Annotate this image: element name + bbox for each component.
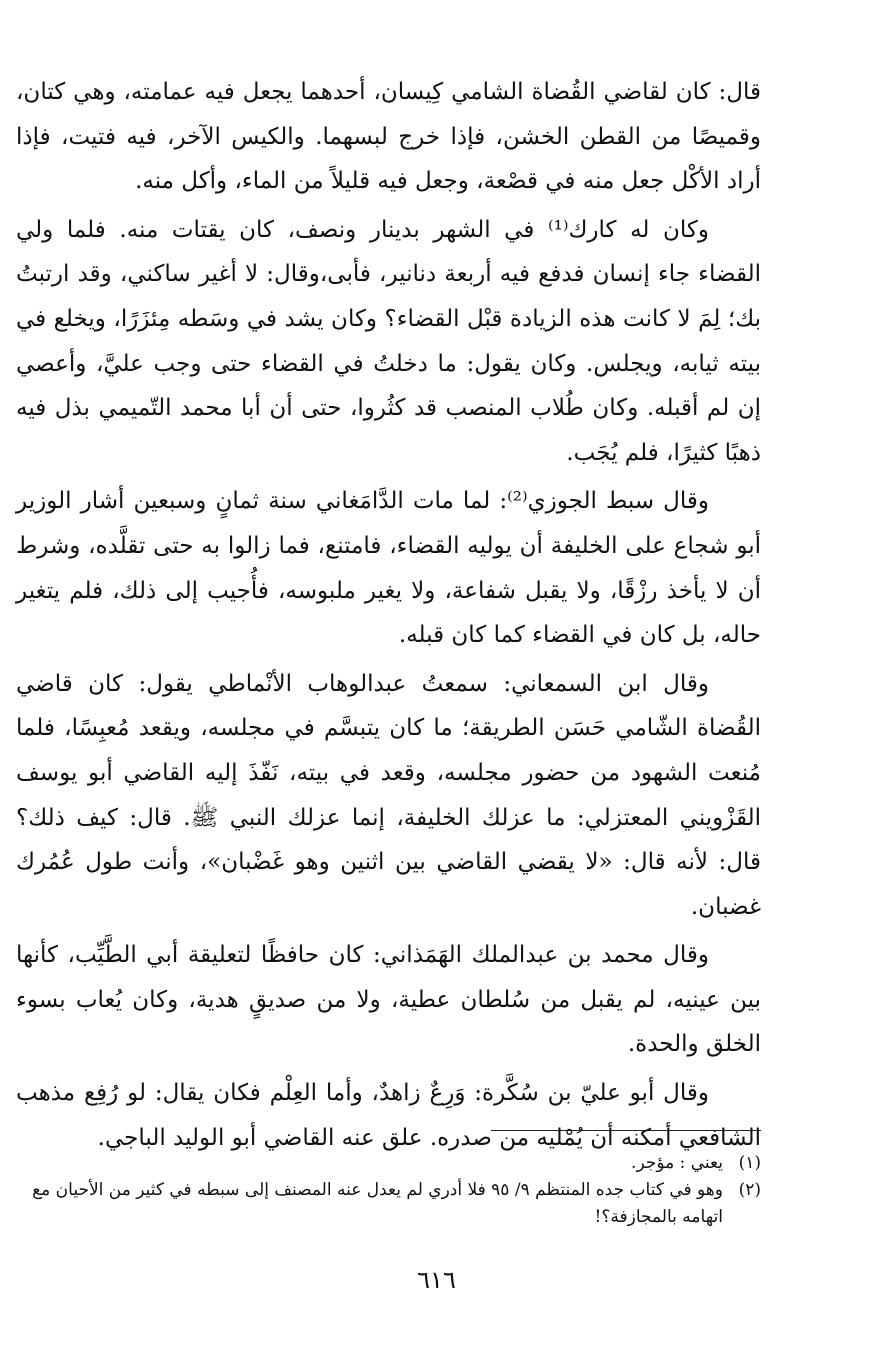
footnote-text: وهو في كتاب جده المنتظم ٩/ ٩٥ فلا أدري لم يعدل عنه المصنف إلى سبطه في كثير من الأحيان مع اتهامه بالمجازفة؟! bbox=[32, 1180, 723, 1227]
page-number: ٦١٦ bbox=[417, 1266, 456, 1294]
paragraph-5: وقال محمد بن عبدالملك الهَمَذاني: كان حافظًا لتعليقة أبي الطَّيِّب، كأنها بين عينيه، لم يقبل من سُلطان عطية، ولا من صديقٍ هدية، وكان يُعاب بسوء الخلق والحدة. bbox=[16, 942, 761, 1058]
paragraph-4: وقال ابن السمعاني: سمعتُ عبدالوهاب الأنْماطي يقول: كان قاضي القُضاة الشّامي حَسَن الطريقة؛ ما كان يتبسَّم في مجلسه، ويقعد مُعبِسًا، فلما مُنعت الشهود من حضور مجلسه، وقعد في بيته، نَفّذَ إليه القاضي أبو يوسف القَزْويني المعتزلي: ما عزلك الخليفة، إنما عزلك النبي ﷺ. قال: كيف ذلك؟ قال: لأنه قال: «لا يقضي القاضي بين اثنين وهو غَضْبان»، وأنت طول عُمُرك غضبان. bbox=[16, 670, 761, 920]
paragraph-1: قال: كان لقاضي القُضاة الشامي كِيسان، أحدهما يجعل فيه عمامته، وهي كتان، وقميصًا من القطن الخشن، فإذا خرج لبسهما. والكيس الآخر، فيه فتيت، فإذا أراد الأكْل جعل منه في قصْعة، وجعل فيه قليلاً من الماء، وأكل منه. bbox=[16, 79, 761, 195]
footnote-number: (٢) bbox=[738, 1180, 761, 1200]
page-body bbox=[16, 70, 761, 1160]
paragraph-6: وقال أبو عليّ بن سُكَّرة: وَرِعٌ زاهدٌ، وأما العِلْم فكان يقال: لو رُفِع مذهب الشافعي أمكنه أن يُمْليه من صدره. علق عنه القاضي أبو الوليد الباجي. bbox=[16, 1080, 761, 1151]
footnotes bbox=[16, 1150, 761, 1231]
footnote-item bbox=[16, 1150, 761, 1177]
paragraph-2: وكان له كارك⁽¹⁾ في الشهر بدينار ونصف، كان يقتات منه. فلما ولي القضاء جاء إنسان فدفع فيه أربعة دنانير، فأبى،وقال: لا أغير ساكني، وقد ارتبتُ بك؛ لِمَ لا كانت هذه الزيادة قبْل القضاء؟ وكان يشد في وسَطه مِئزَرًا، ويخلع في بيته ثيابه، ويجلس. وكان يقول: ما دخلتُ في القضاء حتى وجب عليَّ، وأعصي إن لم أقبله. وكان طُلاب المنصب قد كثُروا، حتى أن أبا محمد التّميمي بذل فيه ذهبًا كثيرًا، فلم يُجَب. bbox=[16, 216, 761, 466]
footnote-number: (١) bbox=[738, 1153, 761, 1173]
paragraph-3: وقال سبط الجوزي⁽²⁾: لما مات الدَّامَغاني سنة ثمانٍ وسبعين أشار الوزير أبو شجاع على الخليفة أن يوليه القضاء، فامتنع، فما زالوا به حتى تقلَّده، وشرط أن لا يأخذ رزْقًا، ولا يقبل شفاعة، ولا يغير ملبوسه، فأُجيب إلى ذلك، فلم يتغير حاله، بل كان في القضاء كما كان قبله. bbox=[16, 488, 761, 649]
footnote-item bbox=[16, 1177, 761, 1231]
footnote-text: يعني : مؤجر. bbox=[631, 1153, 723, 1173]
footnote-separator bbox=[491, 1130, 761, 1131]
